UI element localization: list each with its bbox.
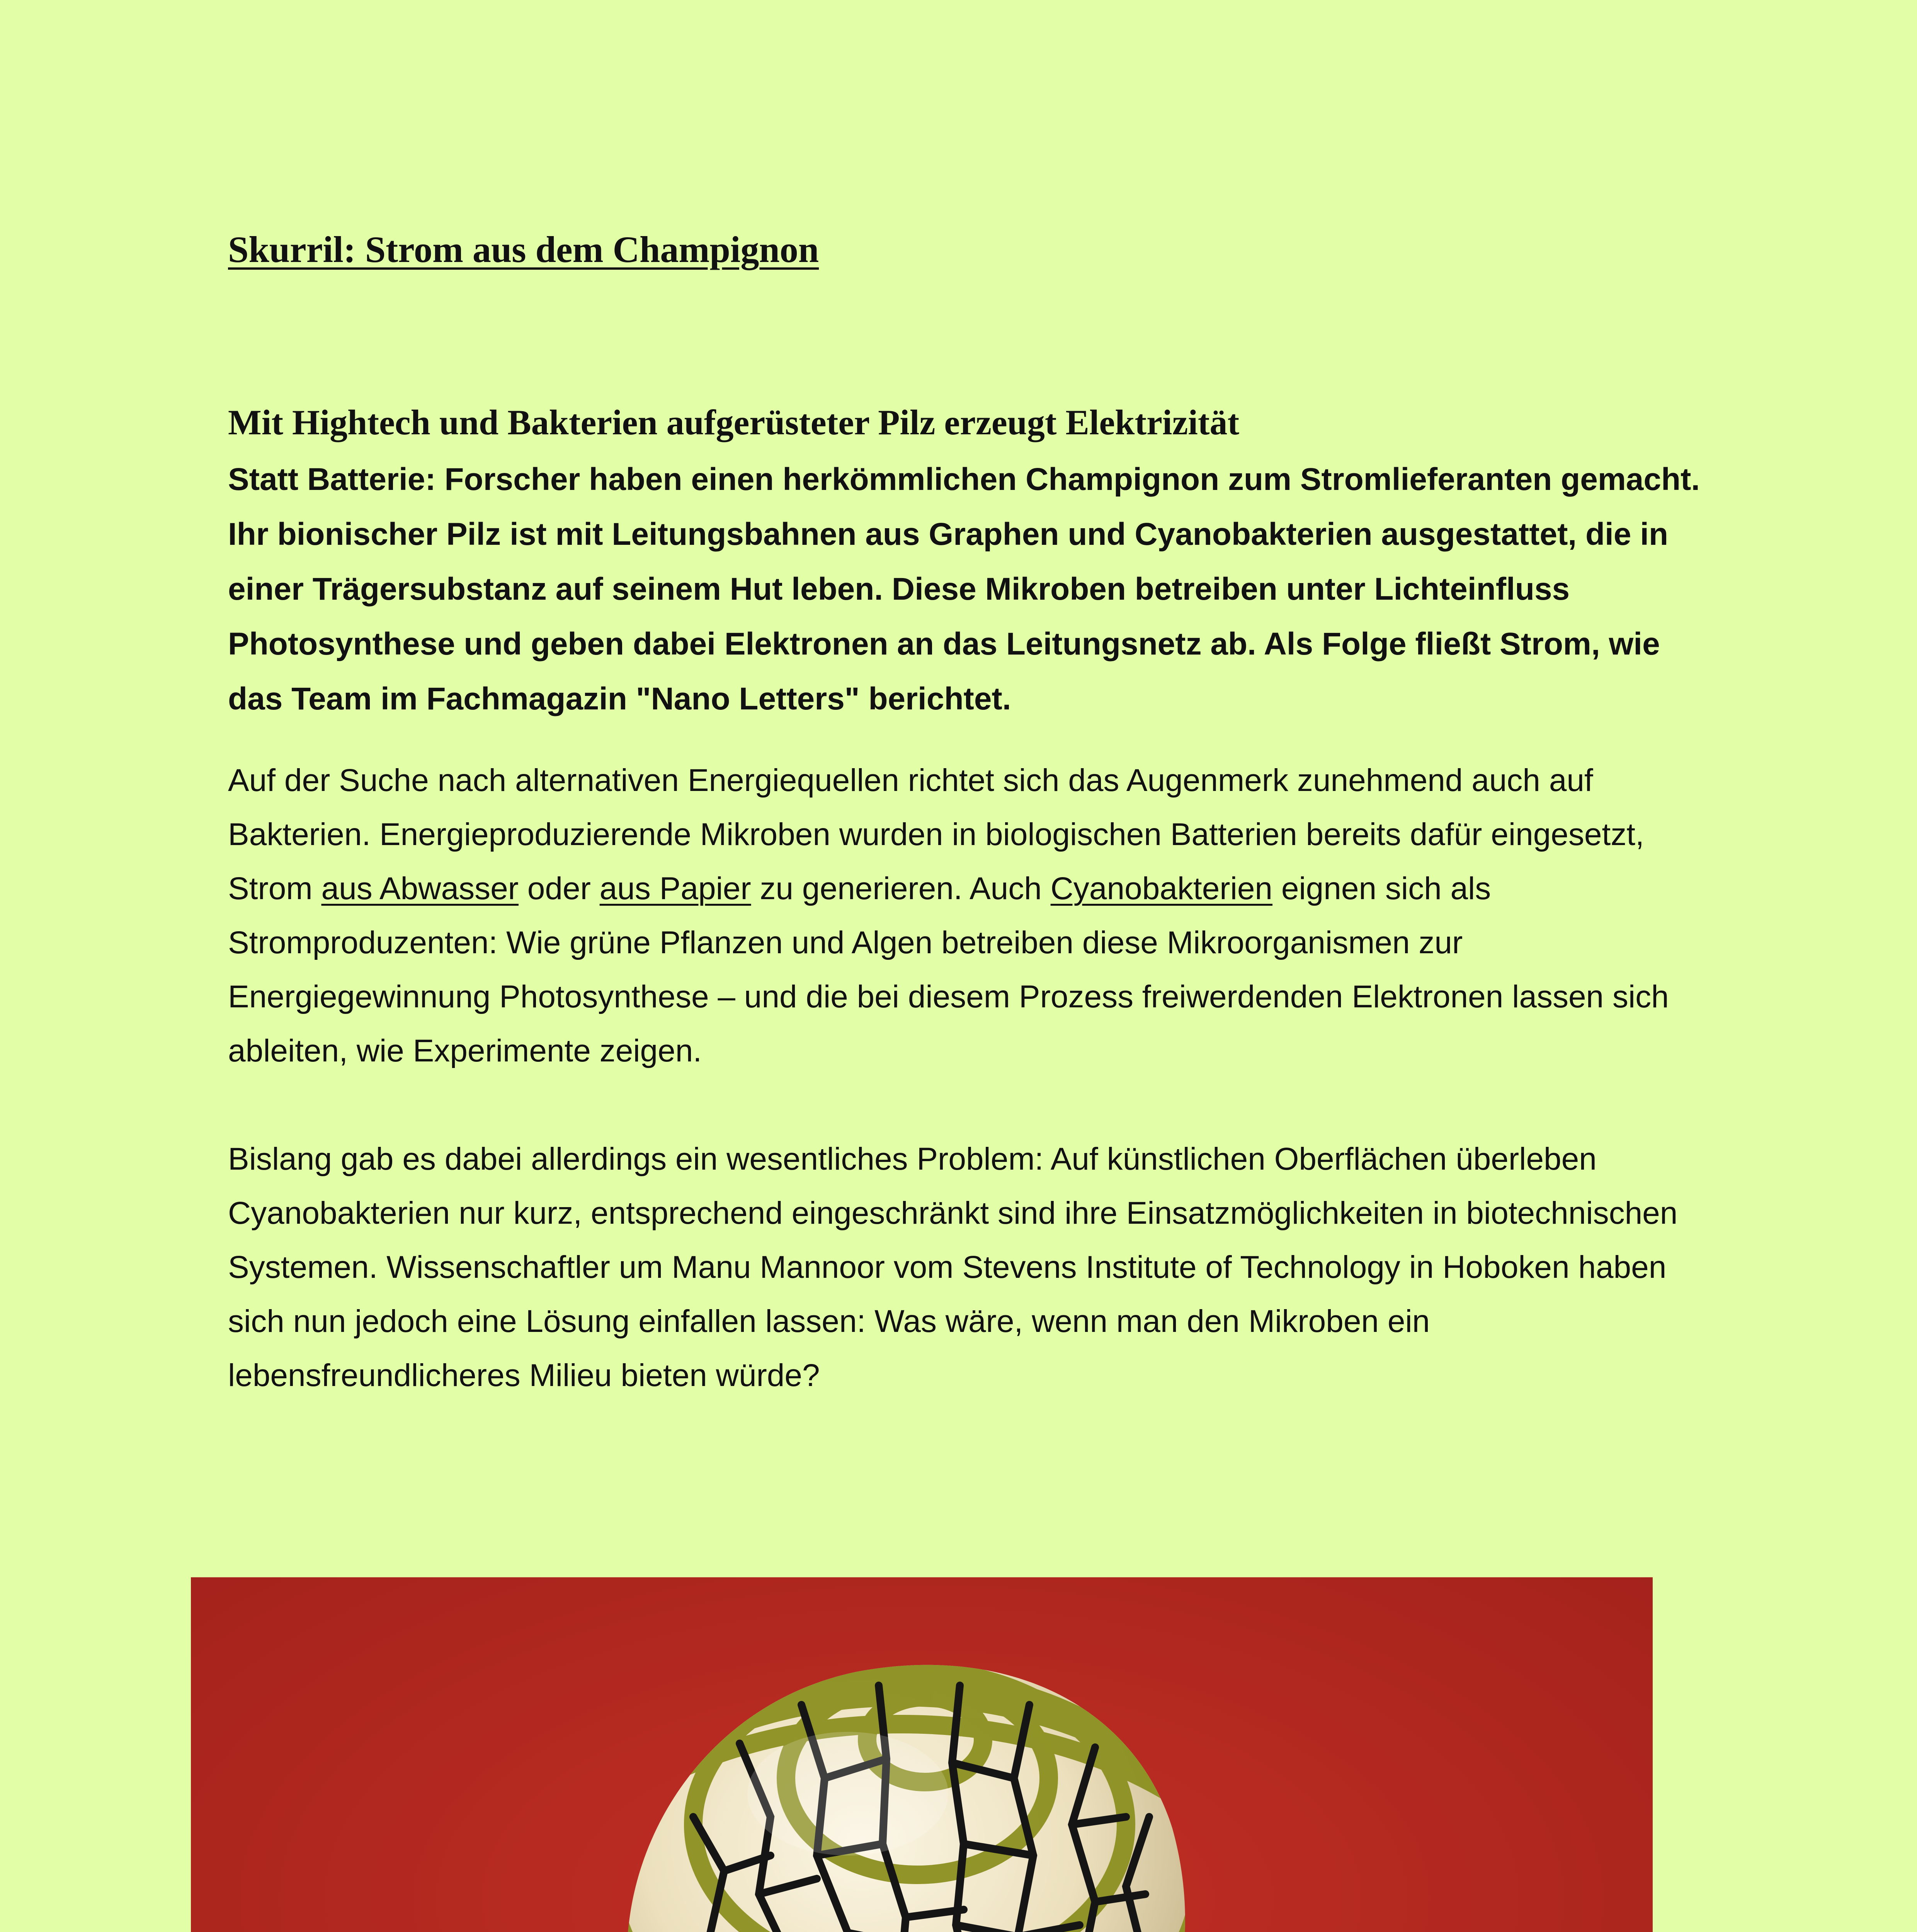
- link-aus-papier[interactable]: aus Papier: [599, 871, 751, 906]
- paragraph-1-text-b: oder: [518, 871, 600, 906]
- article-lead: Statt Batterie: Forscher haben einen herkömmlichen Champignon zum Stromlieferanten gemacht. Ihr bionischer Pilz ist mit Leitungsbahnen aus Graphen und Cyanobakterien ausgestattet, die in einer Trägersubstanz auf seinem Hut leben. Diese Mikroben betreiben unter Lichteinfluss Photosynthese und geben dabei Elektronen an das Leitungsnetz ab. Als Folge fließt Strom, wie das Team im Fachmagazin "Nano Letters" berichtet.: [228, 462, 1700, 716]
- paragraph-1: [228, 753, 1720, 1078]
- mushroom-illustration: [191, 1577, 1653, 1932]
- page-title: Skurril: Strom aus dem Champignon: [228, 229, 819, 270]
- paragraph-1-text-a: Auf der Suche nach alternativen Energiequellen richtet sich das Augenmerk zunehmend auch auf Bakterien. Energieproduzierende Mikroben wurden in biologischen Batterien bereits dafür eingesetzt, Strom: [228, 763, 1644, 906]
- paragraph-2: Bislang gab es dabei allerdings ein wesentliches Problem: Auf künstlichen Oberflächen überleben Cyanobakterien nur kurz, entsprechend eingeschränkt sind ihre Einsatzmöglichkeiten in biotechnischen Systemen. Wissenschaftler um Manu Mannoor vom Stevens Institute of Technology in Hoboken haben sich nun jedoch eine Lösung einfallen lassen: Was wäre, wenn man den Mikroben ein lebensfreundlicheres Milieu bieten würde?: [228, 1141, 1678, 1393]
- paragraph-1-text-c: zu generieren. Auch: [751, 871, 1051, 906]
- article-subtitle: Mit Hightech und Bakterien aufgerüsteter Pilz erzeugt Elektrizität: [228, 403, 1240, 442]
- bionic-mushroom-photo: [191, 1577, 1653, 1932]
- link-cyanobakterien[interactable]: Cyanobakterien: [1050, 871, 1273, 906]
- paragraph-1-text-d: eignen sich als Stromproduzenten: Wie grüne Pflanzen und Algen betreiben diese Mikroorganismen zur Energiegewinnung Photosynthese – und die bei diesem Prozess freiwerdenden Elektronen lassen sich ableiten, wie Experimente zeigen.: [228, 871, 1669, 1068]
- link-aus-abwasser[interactable]: aus Abwasser: [321, 871, 519, 906]
